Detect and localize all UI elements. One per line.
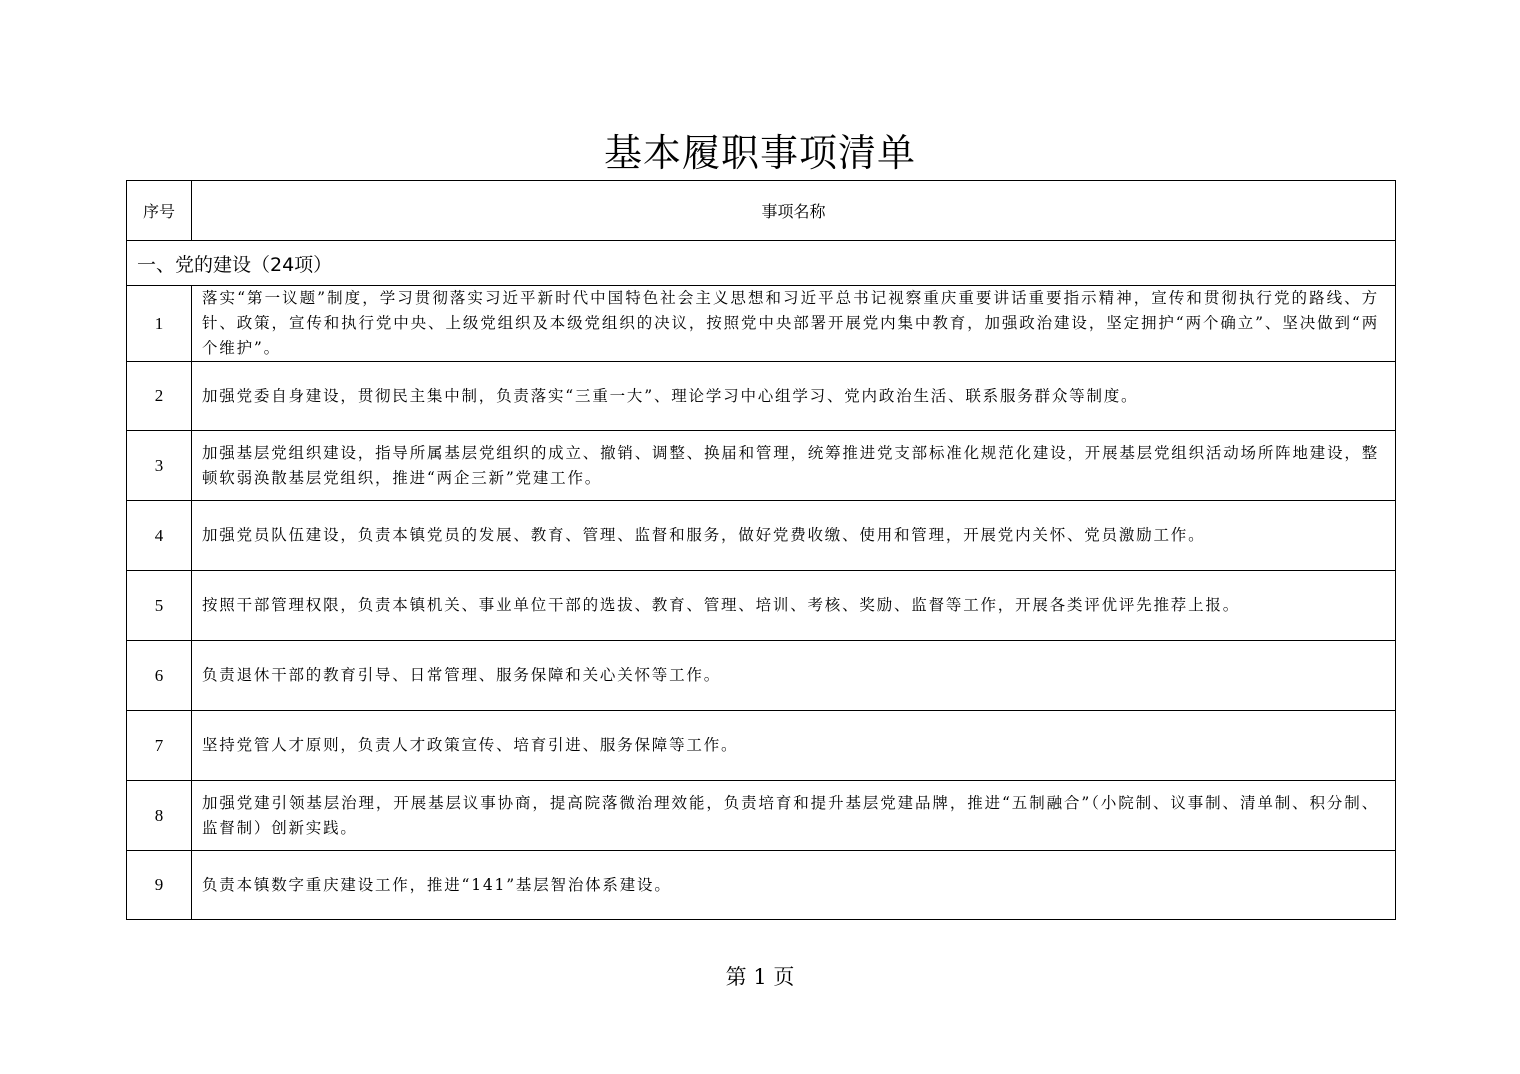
section-title: 一、党的建设（24项） [127,241,1396,286]
table-row [127,711,1396,781]
row-number: 4 [127,501,192,571]
header-number: 序号 [127,181,192,241]
section-row [127,241,1396,286]
table-row [127,286,1396,362]
table-row [127,851,1396,920]
row-item-text: 加强党委自身建设，贯彻民主集中制，负责落实“三重一大”、理论学习中心组学习、党内政治生活、联系服务群众等制度。 [192,362,1396,431]
table-row [127,362,1396,431]
row-item-text: 坚持党管人才原则，负责人才政策宣传、培育引进、服务保障等工作。 [192,711,1396,781]
row-number: 2 [127,362,192,431]
row-number: 7 [127,711,192,781]
header-item-name: 事项名称 [192,181,1396,241]
table-row [127,781,1396,851]
row-number: 8 [127,781,192,851]
row-item-text: 加强党建引领基层治理，开展基层议事协商，提高院落微治理效能，负责培育和提升基层党建品牌，推进“五制融合”（小院制、议事制、清单制、积分制、监督制）创新实践。 [192,781,1396,851]
table-header-row [127,181,1396,241]
document-title: 基本履职事项清单 [603,131,916,175]
row-number: 9 [127,851,192,920]
table-row [127,501,1396,571]
row-item-text: 加强基层党组织建设，指导所属基层党组织的成立、撤销、调整、换届和管理，统筹推进党支部标准化规范化建设，开展基层党组织活动场所阵地建设，整顿软弱涣散基层党组织，推进“两企三新”党建工作。 [192,431,1396,501]
table-row [127,431,1396,501]
row-number: 3 [127,431,192,501]
row-number: 1 [127,286,192,362]
row-item-text: 加强党员队伍建设，负责本镇党员的发展、教育、管理、监督和服务，做好党费收缴、使用和管理，开展党内关怀、党员激励工作。 [192,501,1396,571]
row-item-text: 负责本镇数字重庆建设工作，推进“141”基层智治体系建设。 [192,851,1396,920]
page-number: 第 1 页 [725,965,795,989]
table-row [127,641,1396,711]
row-number: 6 [127,641,192,711]
row-item-text: 按照干部管理权限，负责本镇机关、事业单位干部的选拔、教育、管理、培训、考核、奖励、监督等工作，开展各类评优评先推荐上报。 [192,571,1396,641]
row-item-text: 落实“第一议题”制度，学习贯彻落实习近平新时代中国特色社会主义思想和习近平总书记视察重庆重要讲话重要指示精神，宣传和贯彻执行党的路线、方针、政策，宣传和执行党中央、上级党组织及本级党组织的决议，按照党中央部署开展党内集中教育，加强政治建设，坚定拥护“两个确立”、坚决做到“两个维护”。 [192,286,1396,362]
row-number: 5 [127,571,192,641]
row-item-text: 负责退休干部的教育引导、日常管理、服务保障和关心关怀等工作。 [192,641,1396,711]
table-row [127,571,1396,641]
duty-table [126,180,1396,920]
duty-list-table [126,180,1395,920]
